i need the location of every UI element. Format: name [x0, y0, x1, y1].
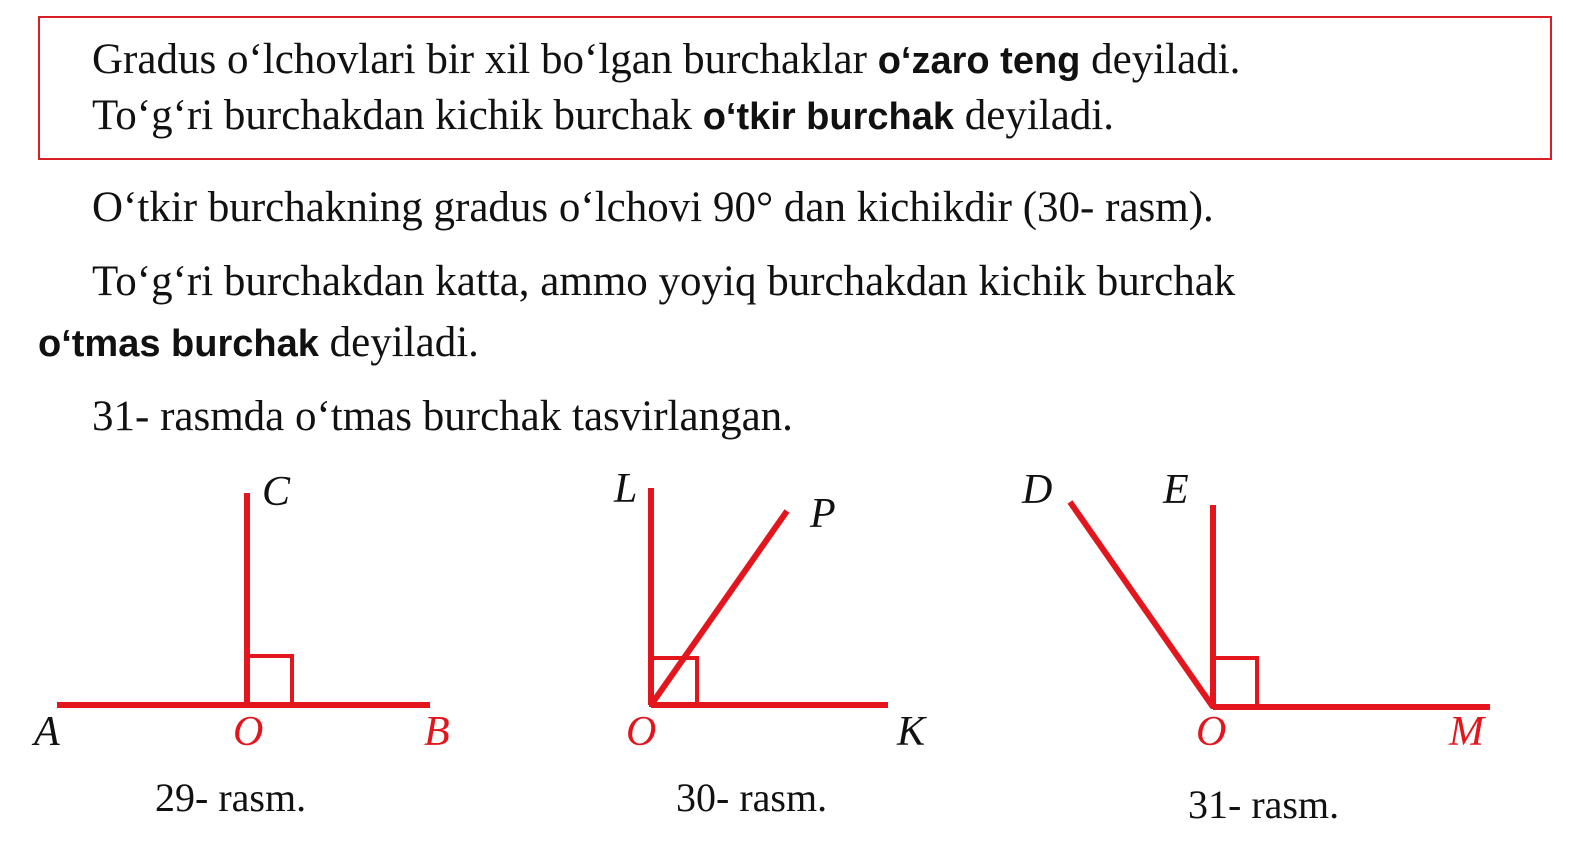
label-m: M — [1449, 709, 1484, 755]
term-obtuse-angle: o‘tmas burchak — [38, 323, 319, 365]
caption-29: 29- rasm. — [155, 775, 307, 820]
paragraph-text: deyiladi. — [318, 319, 479, 366]
term-equal: o‘zaro teng — [877, 40, 1081, 82]
paragraph-figure-31-reference: 31- rasmda o‘tmas burchak tasvirlangan. — [92, 393, 793, 440]
figure-30-acute-angle — [613, 466, 927, 820]
ray-op — [651, 511, 787, 705]
label-c: C — [262, 469, 291, 515]
label-l: L — [614, 466, 638, 512]
right-angle-marker — [1213, 658, 1257, 707]
label-b: B — [424, 709, 450, 755]
label-p: P — [810, 491, 836, 537]
caption-30: 30- rasm. — [676, 775, 828, 820]
paragraph-acute-measure: O‘tkir burchakning gradus o‘lchovi 90° dan kichikdir (30- rasm). — [92, 184, 1214, 231]
definition-text: To‘g‘ri burchakdan kichik burchak — [92, 92, 703, 139]
label-o: O — [1196, 709, 1227, 755]
term-acute-angle: o‘tkir burchak — [702, 96, 955, 138]
label-d: D — [1022, 467, 1053, 513]
definition-text: deyiladi. — [1080, 36, 1241, 83]
label-a: A — [34, 709, 60, 755]
definition-line-equal-angles — [92, 35, 1240, 86]
definition-text: Gradus o‘lchovlari bir xil bo‘lgan burchaklar — [92, 36, 878, 83]
right-angle-marker — [247, 656, 292, 705]
definition-text: deyiladi. — [954, 92, 1115, 139]
paragraph-obtuse-definition-line2 — [38, 318, 479, 369]
caption-31: 31- rasm. — [1188, 782, 1340, 827]
label-o: O — [233, 709, 264, 755]
definition-line-acute-angle — [92, 91, 1114, 142]
label-k: K — [897, 709, 926, 755]
label-e: E — [1163, 467, 1189, 513]
paragraph-obtuse-definition-line1: To‘g‘ri burchakdan katta, ammo yoyiq burchakdan kichik burchak — [92, 258, 1236, 305]
label-o: O — [626, 709, 657, 755]
ray-od — [1070, 502, 1213, 707]
figure-29-right-angle — [31, 469, 450, 820]
figures-area — [0, 440, 1576, 840]
figure-31-obtuse-angle — [1021, 467, 1490, 827]
